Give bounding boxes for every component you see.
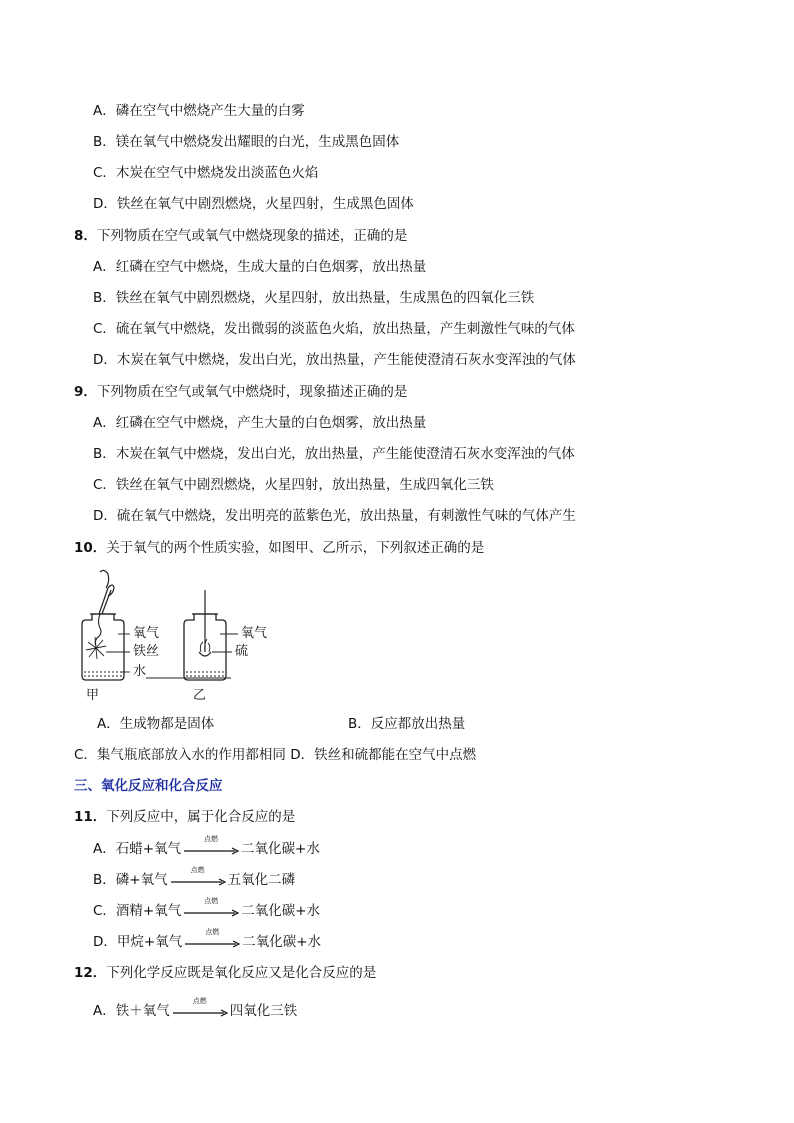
q11-number: 11． <box>74 809 107 825</box>
condition-label: 点燃 <box>204 835 219 843</box>
q11-a-products: 二氧化碳+水 <box>241 841 320 857</box>
q11-d-reactants: D．甲烷+氧气 <box>93 934 183 950</box>
q12-a-reactants: A．铁＋氧气 <box>93 1003 170 1019</box>
reaction-arrow-icon <box>182 897 240 918</box>
q11-d-products: 二氧化碳+水 <box>242 934 322 950</box>
q11-option-a <box>93 835 320 859</box>
q12-number: 12． <box>74 965 107 981</box>
jia-iron-wire-label: 铁丝 <box>133 644 160 659</box>
q8-stem <box>74 226 407 246</box>
q11-a-reactants: A．石蜡+氧气 <box>93 841 182 857</box>
q12-text: 下列化学反应既是氧化反应又是化合反应的是 <box>106 965 377 981</box>
jar-yi-water <box>186 672 224 676</box>
yi-caption: 乙 <box>193 688 207 703</box>
yi-sulfur-label: 硫 <box>235 644 249 659</box>
q10-figure <box>66 566 286 708</box>
q9-option-c: C．铁丝在氧气中剧烈燃烧，火星四射，放出热量，生成四氧化三铁 <box>93 477 494 493</box>
jia-oxygen-label: 氧气 <box>133 626 160 641</box>
q10-option-cd: C．集气瓶底部放入水的作用都相同 D．铁丝和硫都能在空气中点燃 <box>74 747 477 763</box>
q10-number: 10． <box>74 540 107 556</box>
q9-option-b: B．木炭在氧气中燃烧，发出白光，放出热量，产生能使澄清石灰水变浑浊的气体 <box>93 446 575 462</box>
condition-label: 点燃 <box>205 928 220 936</box>
q8-option-a: A．红磷在空气中燃烧，生成大量的白色烟雾，放出热量 <box>93 259 427 275</box>
q11-c-products: 二氧化碳+水 <box>241 903 321 919</box>
condition-label: 点燃 <box>192 997 207 1005</box>
jar-jia-water <box>84 672 122 676</box>
q10-option-a: A．生成物都是固体 <box>97 716 215 732</box>
q10-option-b: B．反应都放出热量 <box>348 716 466 732</box>
q12-option-a <box>93 997 298 1021</box>
q11-c-reactants: C．酒精+氧气 <box>93 903 182 919</box>
q8-number: 8． <box>74 228 97 244</box>
condition-label: 点燃 <box>190 866 205 874</box>
reaction-arrow-icon <box>169 866 227 887</box>
condition-label: 点燃 <box>204 897 219 905</box>
q9-stem <box>74 382 407 402</box>
q12-a-products: 四氧化三铁 <box>229 1003 298 1019</box>
section-title: 三、氧化反应和化合反应 <box>74 778 223 794</box>
q8-option-d: D．木炭在氧气中燃烧，发出白光，放出热量，产生能使澄清石灰水变浑浊的气体 <box>93 352 576 368</box>
reaction-arrow-icon <box>183 928 241 949</box>
q11-option-d <box>93 928 322 952</box>
jia-water-label: 水 <box>133 664 147 679</box>
q7-option-b: B．镁在氧气中燃烧发出耀眼的白光，生成黑色固体 <box>93 134 400 150</box>
reaction-arrow-icon <box>182 835 240 856</box>
q9-number: 9． <box>74 384 97 400</box>
q8-option-b: B．铁丝在氧气中剧烈燃烧，火星四射，放出热量，生成黑色的四氧化三铁 <box>93 290 535 306</box>
q8-option-c: C．硫在氧气中燃烧，发出微弱的淡蓝色火焰，放出热量，产生刺激性气味的气体 <box>93 321 575 337</box>
reaction-arrow-icon <box>171 997 229 1018</box>
q11-b-reactants: B．磷+氧气 <box>93 872 168 888</box>
q11-b-products: 五氧化二磷 <box>227 872 296 888</box>
jia-caption: 甲 <box>86 688 100 703</box>
q9-text: 下列物质在空气或氧气中燃烧时，现象描述正确的是 <box>96 384 408 400</box>
q8-text: 下列物质在空气或氧气中燃烧现象的描述，正确的是 <box>96 228 408 244</box>
q9-option-d: D．硫在氧气中燃烧，发出明亮的蓝紫色光，放出热量，有刺激性气味的气体产生 <box>93 508 576 524</box>
q10-stem <box>74 538 484 558</box>
q11-option-c <box>93 897 321 921</box>
q11-text: 下列反应中，属于化合反应的是 <box>106 809 296 825</box>
q7-option-c: C．木炭在空气中燃烧发出淡蓝色火焰 <box>93 165 319 181</box>
q7-option-d: D．铁丝在氧气中剧烈燃烧，火星四射，生成黑色固体 <box>93 196 414 212</box>
q11-option-b <box>93 866 296 890</box>
q10-text: 关于氧气的两个性质实验，如图甲、乙所示，下列叙述正确的是 <box>106 540 485 556</box>
yi-oxygen-label: 氧气 <box>241 626 268 641</box>
q12-stem <box>74 963 376 983</box>
iron-wire-icon <box>95 614 101 646</box>
q9-option-a: A．红磷在空气中燃烧，产生大量的白色烟雾，放出热量 <box>93 415 427 431</box>
tongs-icon <box>99 570 114 614</box>
q11-stem <box>74 807 295 827</box>
q7-option-a: A．磷在空气中燃烧产生大量的白雾 <box>93 103 305 119</box>
